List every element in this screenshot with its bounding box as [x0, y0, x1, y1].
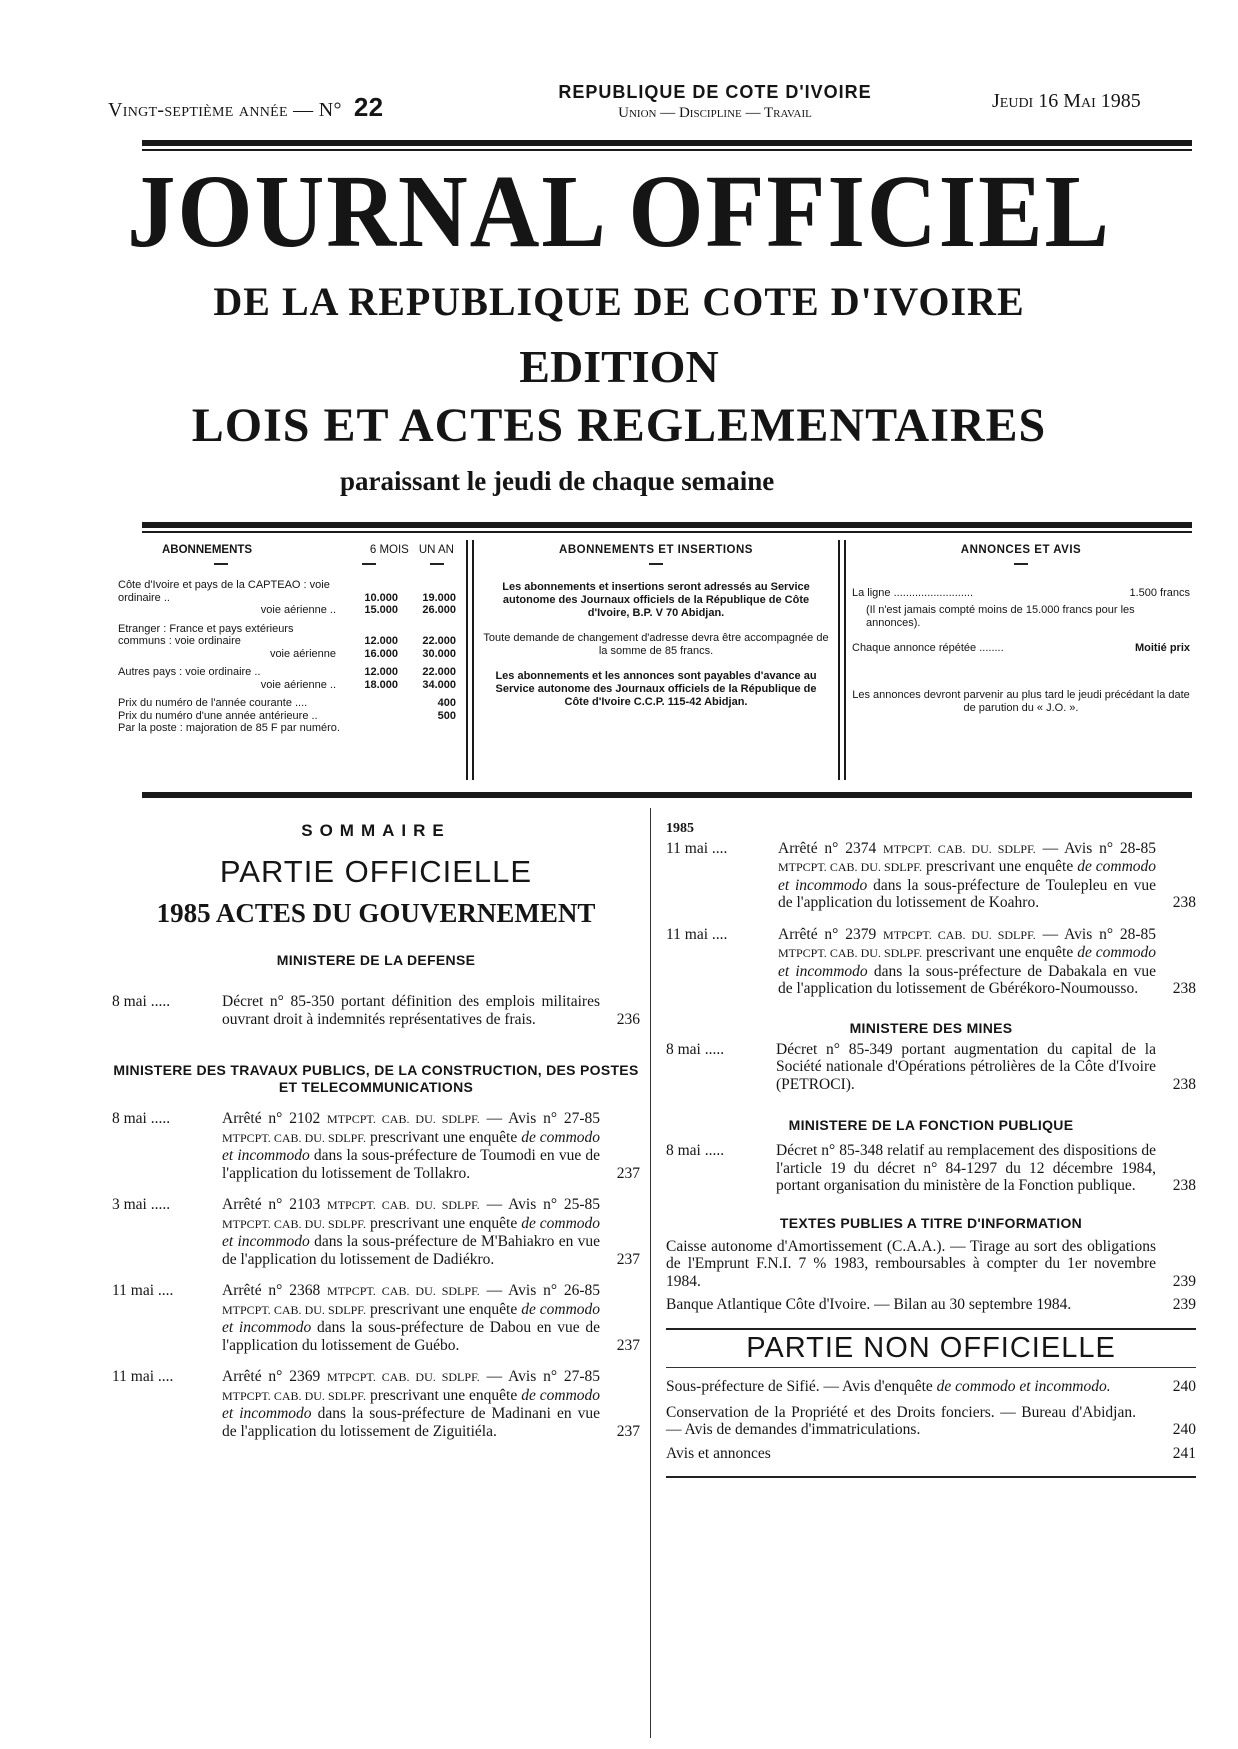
subscriptions-head: ABONNEMENTS — [162, 544, 253, 556]
journal-subtitle: DE LA REPUBLIQUE DE COTE D'IVOIRE — [213, 279, 1025, 324]
journal-title: JOURNAL OFFICIEL — [127, 154, 1111, 269]
republic-name: REPUBLIQUE DE COTE D'IVOIRE — [558, 82, 872, 102]
section-rule — [666, 1367, 1196, 1368]
insertions-head: ABONNEMENTS ET INSERTIONS — [559, 544, 753, 556]
insertions-box — [482, 544, 830, 780]
list-item: 11 mai .... Arrêté n° 2379 MTPCPT. CAB. DU. SDLPF. — Avis n° 28-85 MTPCPT. CAB. DU. SDLPF. prescrivant une enquête de commodo et incommodo dans la sous-préfecture de Dabakala en vue de l'application du lotissement de Gbérékoro-Noumousso. 238 — [666, 925, 1196, 997]
table-row: Côte d'Ivoire et pays de la CAPTEAO : voie ordinaire .. 10.000 19.000 — [118, 579, 456, 604]
box-divider — [838, 540, 840, 780]
insertions-change: Toute demande de changement d'adresse devra être accompagnée de la somme de 85 francs. — [483, 632, 829, 657]
motto: Union — Discipline — Travail — [618, 105, 812, 121]
republic-header — [535, 82, 895, 122]
partie-non-officielle: PARTIE NON OFFICIELLE — [746, 1331, 1116, 1364]
issue-date: Jeudi 16 Mai 1985 — [992, 90, 1141, 112]
head-an: UN AN — [418, 544, 454, 556]
annonces-deadline: Les annonces devront parvenir au plus tard le jeudi précédant la date de parution du « J.O. ». — [852, 689, 1190, 714]
annonces-head: ANNONCES ET AVIS — [960, 544, 1082, 556]
edition-label: EDITION — [519, 341, 719, 392]
list-item: Caisse autonome d'Amortissement (C.A.A.). — Tirage au sort des obligations de l'Emprunt F.N.I. 7 % 1983, remboursables à compter du 1er novembre 1984. 239 — [666, 1237, 1196, 1290]
right-year: 1985 — [666, 821, 694, 836]
sommaire-title: SOMMAIRE — [301, 821, 451, 840]
list-item: 8 mai ..... Décret n° 85-348 relatif au remplacement des dispositions de l'article 19 du décret n° 84-1297 du 12 décembre 1984, portant organisation du ministère de la Fonction publique. 238 — [666, 1142, 1196, 1194]
annonces-box — [852, 544, 1190, 780]
section-travaux-publics: MINISTERE DES TRAVAUX PUBLICS, DE LA CONSTRUCTION, DES POSTES ET TELECOMMUNICATIONS — [113, 1062, 639, 1095]
sommaire-left-column — [112, 822, 640, 1454]
box-divider — [466, 540, 468, 780]
list-item: 11 mai .... Arrêté n° 2374 MTPCPT. CAB. DU. SDLPF. — Avis n° 28-85 MTPCPT. CAB. DU. SDLPF. prescrivant une enquête de commodo et incommodo dans la sous-préfecture de Toulepleu en vue de l'application du lotissement de Koahro. 238 — [666, 839, 1196, 911]
list-item: Sous-préfecture de Sifié. — Avis d'enquête de commodo et incommodo. 240 — [666, 1378, 1196, 1395]
insertions-payment: Les abonnements et les annonces sont payables d'avance au Service autonome des Journaux officiels de la République de Côte d'Ivoire C.C.P. 115-42 Abidjan. — [495, 670, 817, 708]
table-row: voie aérienne 16.000 30.000 — [269, 647, 456, 660]
publication-frequency: paraissant le jeudi de chaque semaine — [340, 466, 775, 496]
header-rule — [142, 140, 1192, 146]
list-item: 8 mai ..... Décret n° 85-350 portant définition des emplois militaires ouvrant droit à indemnités représentatives de frais. 236 — [112, 993, 640, 1028]
issue-number: 22 — [353, 92, 384, 122]
annonces-repeat: Chaque annonce répétée ........ Moitié prix — [852, 642, 1190, 654]
issue-year: Vingt-septième année — N° — [108, 99, 342, 121]
section-textes-information: TEXTES PUBLIES A TITRE D'INFORMATION — [779, 1214, 1083, 1231]
list-item: 11 mai .... Arrêté n° 2369 MTPCPT. CAB. DU. SDLPF. — Avis n° 27-85 MTPCPT. CAB. DU. SDLPF. prescrivant une enquête de commodo et incommodo dans la sous-préfecture de Madinani en vue de l'application du lotissement de Ziguitiéla. 237 — [112, 1368, 640, 1440]
list-item: 8 mai ..... Arrêté n° 2102 MTPCPT. CAB. DU. SDLPF. — Avis n° 27-85 MTPCPT. CAB. DU. SDLPF. prescrivant une enquête de commodo et incommodo dans la sous-préfecture de Toumodi en vue de l'application du lotissement de Tollakro. 237 — [112, 1110, 640, 1182]
section-defense: MINISTERE DE LA DEFENSE — [276, 952, 476, 968]
section-mines: MINISTERE DES MINES — [849, 1019, 1013, 1036]
table-row: voie aérienne .. 18.000 34.000 — [260, 678, 456, 691]
list-item: 8 mai ..... Décret n° 85-349 portant augmentation du capital de la Société nationale d'Opérations pétrolières de la Côte d'Ivoire (PETROCI). 238 — [666, 1040, 1196, 1093]
table-row: Autres pays : voie ordinaire .. 12.000 22.000 — [118, 666, 456, 678]
issue-info — [108, 92, 383, 123]
list-item: Conservation de la Propriété et des Droits fonciers. — Bureau d'Abidjan. — Avis de demandes d'immatriculations. 240 — [666, 1403, 1196, 1438]
header-rule-thin — [142, 149, 1192, 151]
bottom-rule — [666, 1476, 1196, 1478]
section-fonction-publique: MINISTERE DE LA FONCTION PUBLIQUE — [788, 1117, 1074, 1133]
subscriptions-table — [118, 579, 456, 735]
masthead-rule-thin — [142, 531, 1192, 533]
partie-officielle: PARTIE OFFICIELLE — [219, 854, 533, 889]
table-row: Par la poste : majoration de 85 F par numéro. — [118, 722, 340, 734]
table-row: voie aérienne .. 15.000 26.000 — [260, 604, 456, 616]
annonces-ligne: La ligne .......................... 1.500 francs — [852, 587, 1190, 599]
table-row: Etranger : France et pays extérieurs communs : voie ordinaire 12.000 22.000 — [118, 622, 456, 647]
sommaire-right-column — [666, 820, 1196, 1478]
insertions-address: Les abonnements et insertions seront adressés au Service autonome des Journaux officiels de la République de Côte d'Ivoire, B.P. V 70 Abidjan. — [502, 581, 810, 619]
list-item: Avis et annonces 241 — [666, 1444, 1196, 1462]
masthead-rule — [142, 522, 1192, 528]
list-item: 11 mai .... Arrêté n° 2368 MTPCPT. CAB. DU. SDLPF. — Avis n° 26-85 MTPCPT. CAB. DU. SDLPF. prescrivant une enquête de commodo et incommodo dans la sous-préfecture de Dabou en vue de l'application du lotissement de Guébo. 237 — [112, 1282, 640, 1354]
box-divider — [844, 540, 846, 780]
list-item: Banque Atlantique Côte d'Ivoire. — Bilan au 30 septembre 1984. 239 — [666, 1296, 1196, 1313]
head-6mois: 6 MOIS — [369, 544, 409, 556]
table-row: Prix du numéro de l'année courante .... 400 — [118, 697, 456, 709]
edition-name: LOIS ET ACTES REGLEMENTAIRES — [191, 399, 1047, 452]
section-rule — [666, 1328, 1196, 1330]
column-divider — [650, 808, 651, 1738]
list-item: 3 mai ..... Arrêté n° 2103 MTPCPT. CAB. DU. SDLPF. — Avis n° 25-85 MTPCPT. CAB. DU. SDLPF. prescrivant une enquête de commodo et incommodo dans la sous-préfecture de M'Bahiakro en vue de l'application du lotissement de Dadiékro. 237 — [112, 1196, 640, 1268]
boxes-rule — [142, 792, 1192, 798]
annonces-note: (Il n'est jamais compté moins de 15.000 francs pour les annonces). — [866, 604, 1135, 629]
actes-gouvernement: 1985 ACTES DU GOUVERNEMENT — [156, 897, 596, 928]
subscriptions-box — [118, 544, 458, 780]
table-row: Prix du numéro d'une année antérieure .. 500 — [118, 709, 456, 722]
box-divider — [472, 540, 474, 780]
